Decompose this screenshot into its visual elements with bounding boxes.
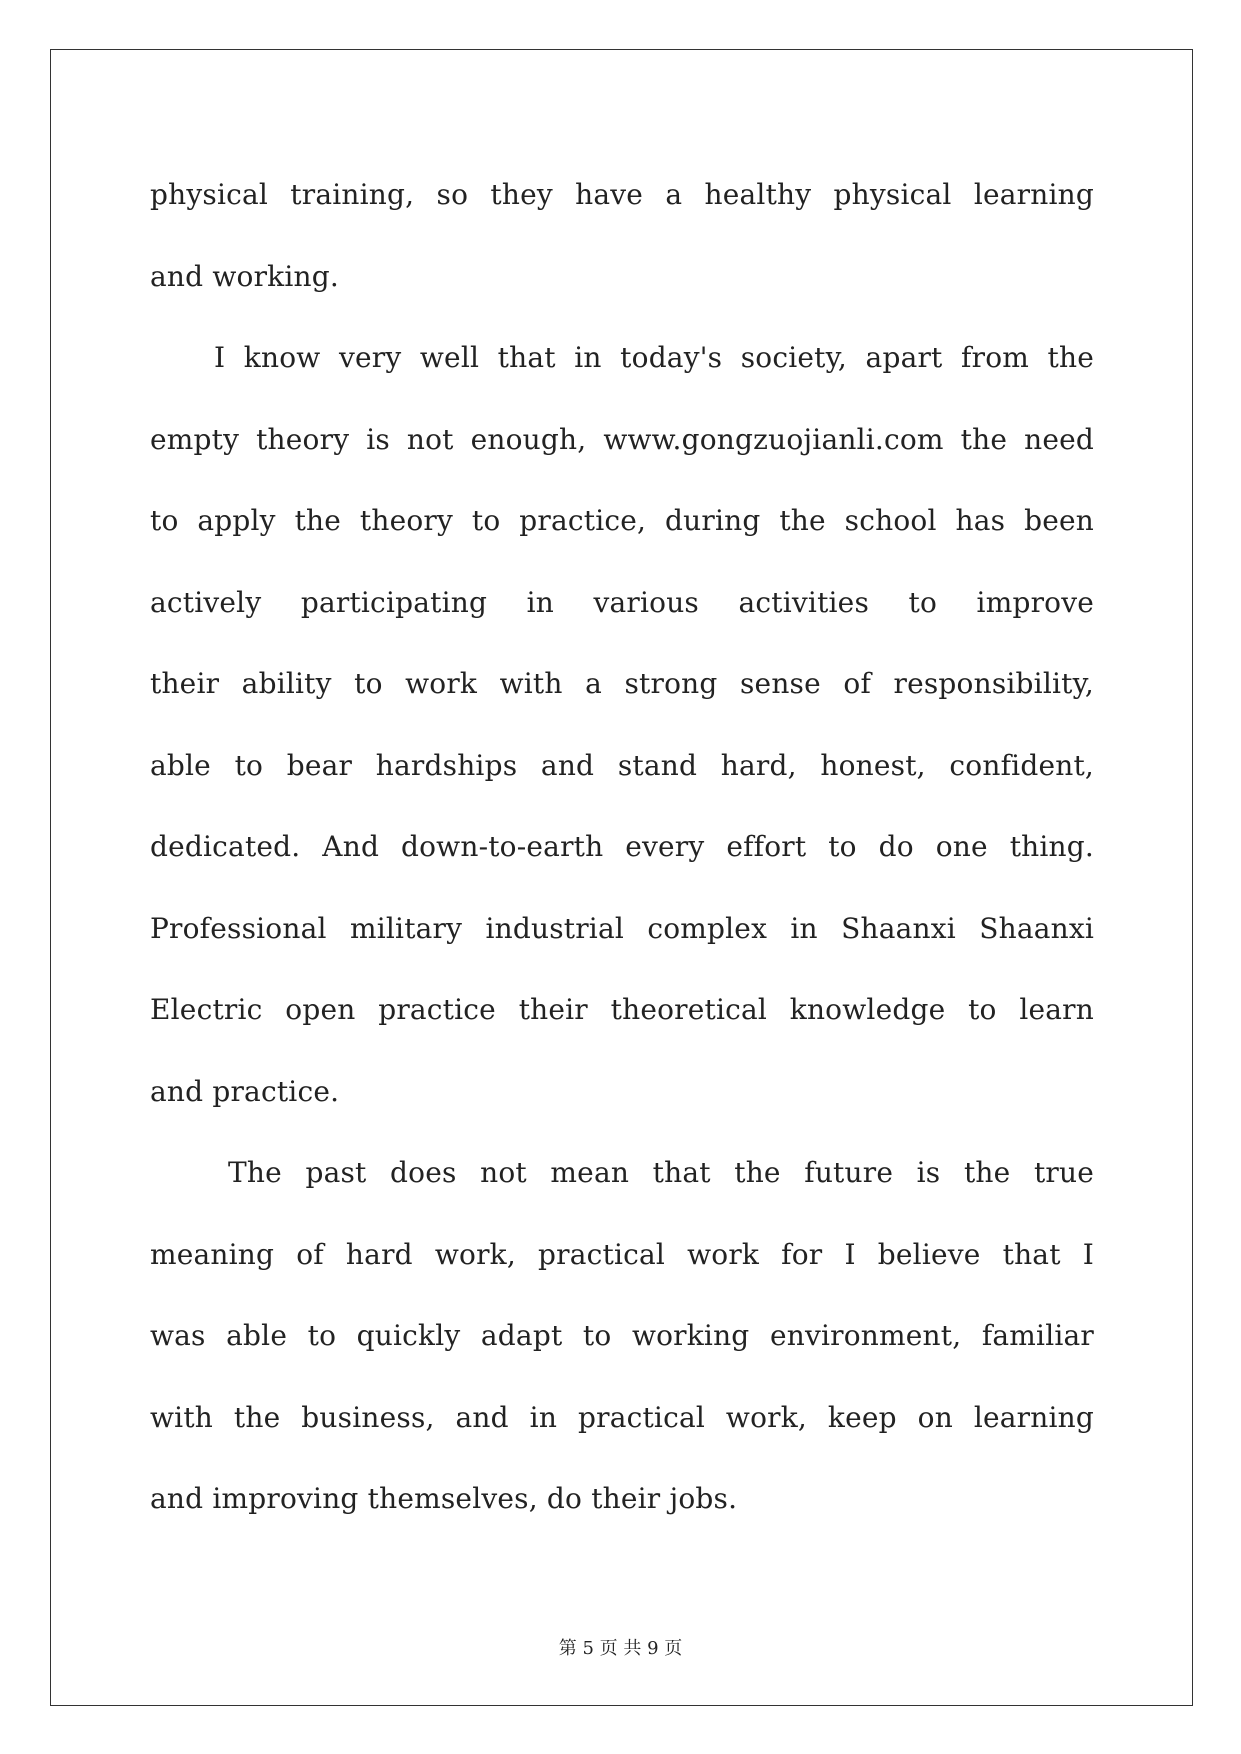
text-line: empty theory is not enough, www.gongzuojianli.com the need xyxy=(150,422,1094,456)
document-body xyxy=(150,154,1094,1540)
text-line: and improving themselves, do their jobs. xyxy=(150,1482,738,1515)
text-line: physical training, so they have a healthy physical learning xyxy=(150,178,1094,211)
page-number-footer: 第 5 页 共 9 页 xyxy=(558,1638,683,1659)
text-line: able to bear hardships and stand hard, honest, confident, xyxy=(150,748,1094,782)
text-line: I know very well that in today's society, apart from the xyxy=(214,341,1094,374)
text-line: The past does not mean that the future is the true xyxy=(228,1156,1094,1189)
text-line: Electric open practice their theoretical knowledge to learn xyxy=(150,993,1094,1026)
text-line: was able to quickly adapt to working environment, familiar xyxy=(150,1319,1094,1352)
text-line: meaning of hard work, practical work for I believe that I xyxy=(150,1237,1094,1271)
text-line: to apply the theory to practice, during the school has been xyxy=(150,504,1094,537)
text-line: dedicated. And down-to-earth every effort to do one thing. xyxy=(150,830,1094,863)
text-line: actively participating in various activities to improve xyxy=(150,585,1094,619)
text-line: and practice. xyxy=(150,1074,340,1108)
text-line: their ability to work with a strong sense of responsibility, xyxy=(150,667,1094,700)
text-line: and working. xyxy=(150,259,339,293)
text-line: Professional military industrial complex in Shaanxi Shaanxi xyxy=(150,911,1094,945)
text-line: with the business, and in practical work, keep on learning xyxy=(150,1400,1094,1434)
